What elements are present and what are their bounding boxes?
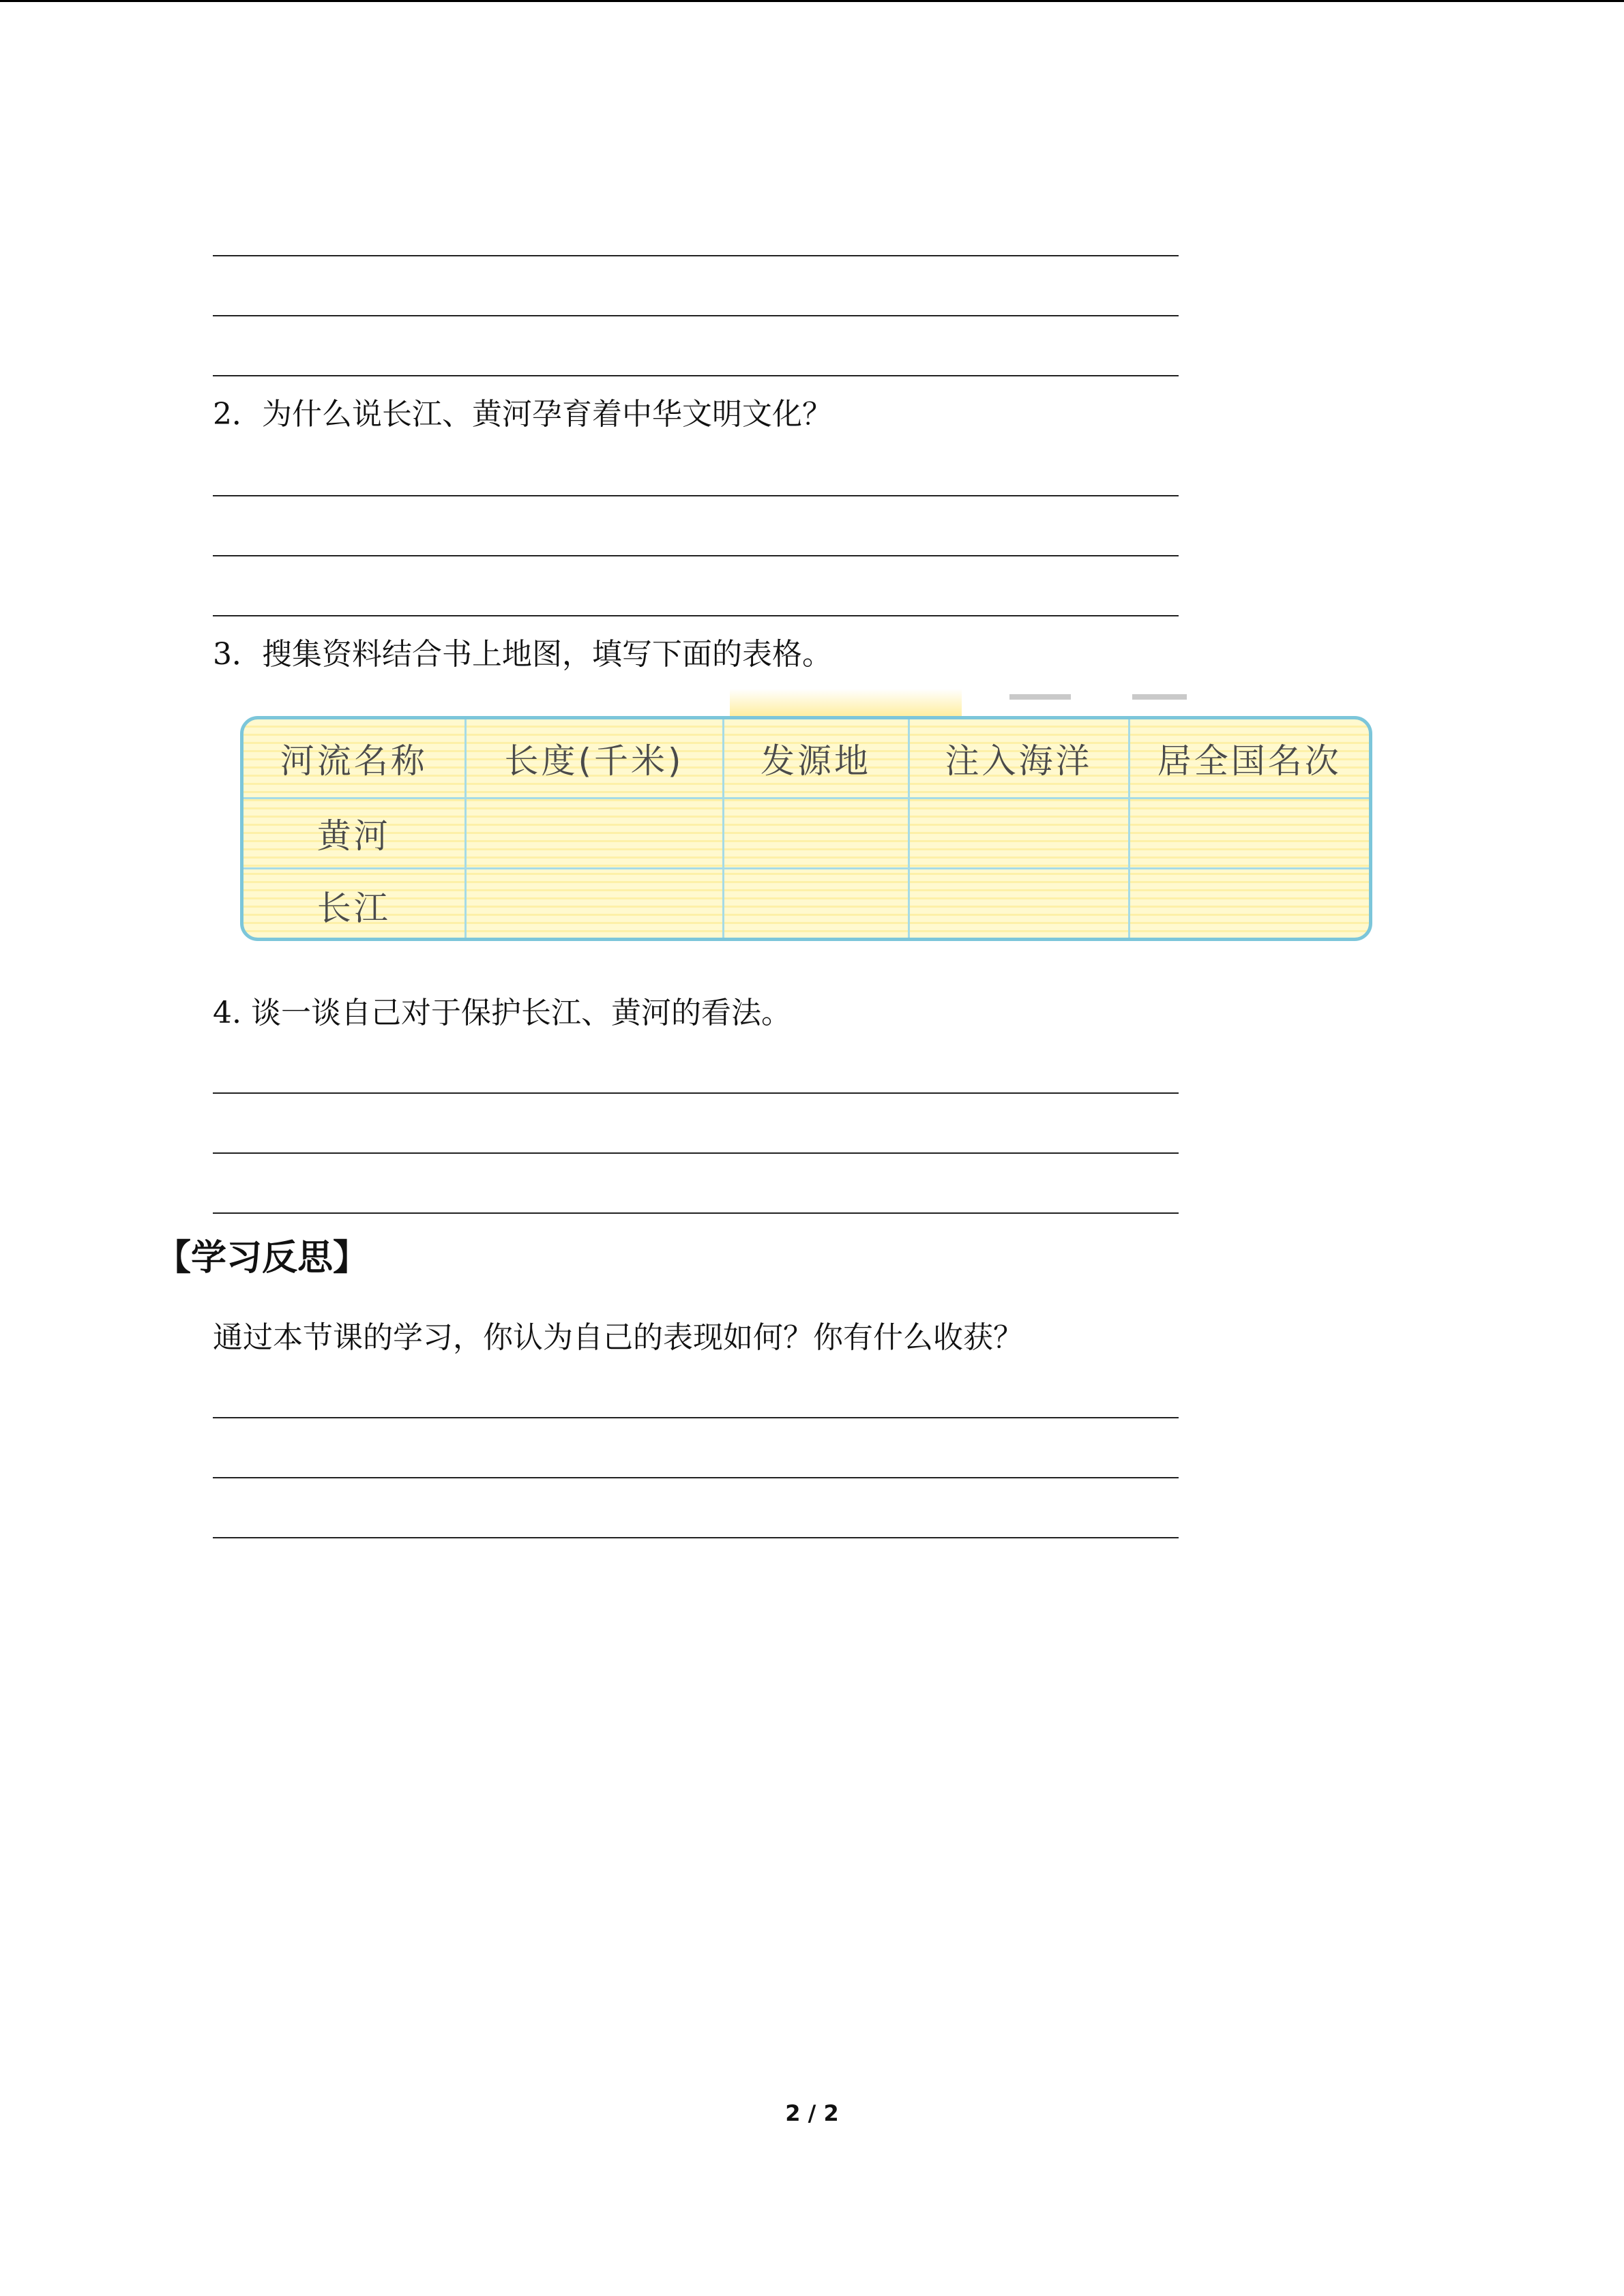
question-2: 2．为什么说长江、黄河孕育着中华文明文化？: [213, 397, 832, 432]
answer-line[interactable]: [213, 1152, 1179, 1154]
table-cell-input[interactable]: [465, 869, 723, 942]
answer-line[interactable]: [213, 1092, 1179, 1094]
table-cell-river: 黄河: [243, 799, 465, 869]
answer-line[interactable]: [213, 1212, 1179, 1214]
river-table: [243, 719, 1369, 941]
answer-line[interactable]: [213, 555, 1179, 556]
table-cell-input[interactable]: [465, 799, 723, 869]
table-image-artifact: [730, 689, 962, 719]
table-image-artifact: [1009, 694, 1071, 700]
question-4: 4. 谈一谈自己对于保护长江、黄河的看法。: [213, 996, 791, 1030]
answer-line[interactable]: [213, 615, 1179, 616]
table-header-row: [243, 719, 1369, 799]
table-cell-input[interactable]: [1129, 799, 1369, 869]
answer-line[interactable]: [213, 1477, 1179, 1478]
answer-line[interactable]: [213, 1417, 1179, 1418]
answer-line[interactable]: [213, 1537, 1179, 1538]
table-header-rank: 居全国名次: [1129, 719, 1369, 799]
page-top-border: [0, 0, 1624, 2]
table-cell-input[interactable]: [723, 799, 909, 869]
reflection-prompt: 通过本节课的学习，你认为自己的表现如何？你有什么收获？: [213, 1320, 1023, 1355]
table-row: [243, 799, 1369, 869]
table-header-river-name: 河流名称: [243, 719, 465, 799]
page-number: 2 / 2: [785, 2100, 839, 2126]
answer-line[interactable]: [213, 315, 1179, 316]
table-header-ocean: 注入海洋: [909, 719, 1129, 799]
table-cell-input[interactable]: [909, 799, 1129, 869]
river-table-card: [240, 716, 1372, 941]
table-header-source: 发源地: [723, 719, 909, 799]
answer-line[interactable]: [213, 375, 1179, 376]
section-title-reflection: 【学习反思】: [156, 1238, 369, 1279]
table-image-artifact: [1132, 694, 1187, 700]
table-cell-input[interactable]: [723, 869, 909, 942]
answer-line[interactable]: [213, 495, 1179, 496]
table-row: [243, 869, 1369, 942]
answer-line[interactable]: [213, 255, 1179, 256]
table-header-length: 长度(千米): [465, 719, 723, 799]
table-cell-river: 长江: [243, 869, 465, 942]
table-cell-input[interactable]: [1129, 869, 1369, 942]
question-3: 3．搜集资料结合书上地图，填写下面的表格。: [213, 637, 832, 672]
table-cell-input[interactable]: [909, 869, 1129, 942]
